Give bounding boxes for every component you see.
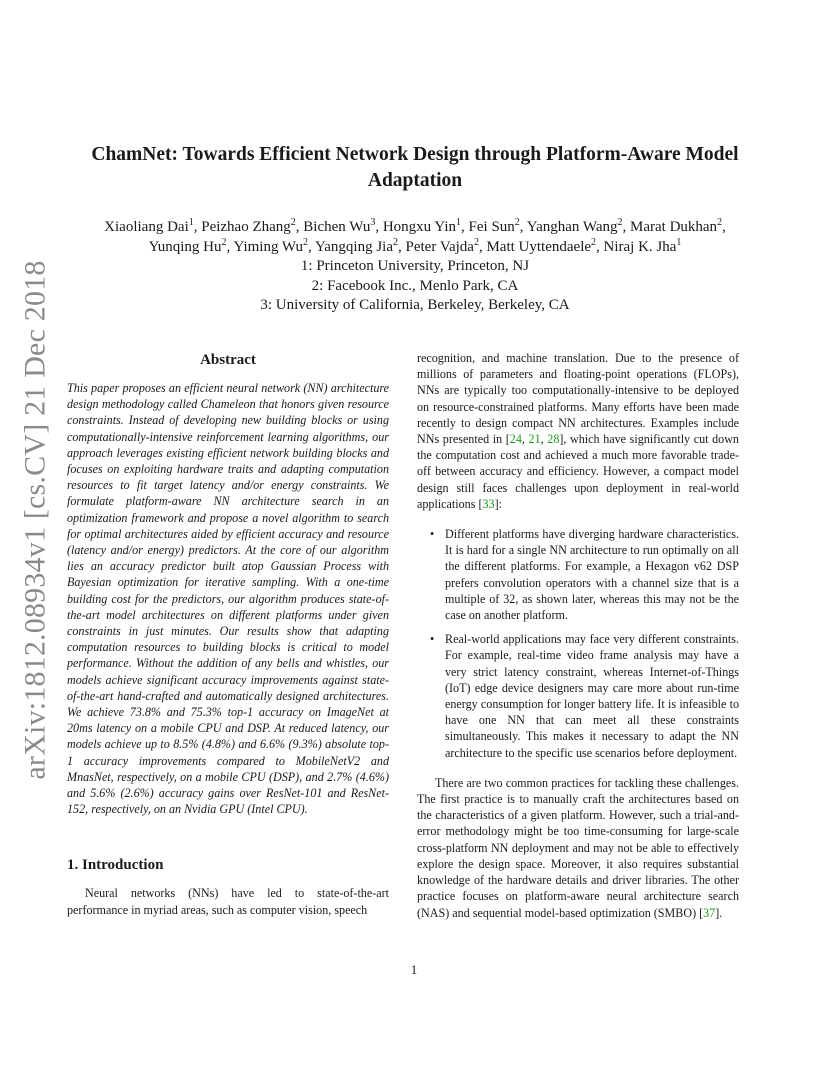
affiliation-2: 2: Facebook Inc., Menlo Park, CA: [311, 277, 519, 294]
author-block: [70, 218, 760, 316]
intro-continued-paragraph: recognition, and machine translation. Due to the presence of millions of parameters and floating-point operations (FLOPs), NNs are typically too computationally-intensive to be deployed on resource-constrained platforms. Many efforts have been made recently to design compact NN architectures. Examples include NNs presented in [24, 21, 28], which have significantly cut down the computation cost and achieved a much more favorable trade-off between accuracy and efficiency. However, a compact model design still faces challenges upon deployment in real-world applications [33]:: [417, 351, 739, 511]
citation-link[interactable]: 33: [482, 496, 495, 511]
left-column: [67, 350, 389, 918]
author-affiliation-marker: 1: [676, 236, 682, 248]
author-name: Yangqing Jia: [314, 238, 394, 255]
author-affiliation-marker: 3: [370, 217, 376, 228]
author-line-1: Xiaoliang Dai$^1$, Peizhao Zhang$^2$, Bichen Wu$^3$, Hongxu Yin$^1$, Fei Sun$^2$, Yanghan Wang$^2$, Marat Dukhan$^2$,: [104, 217, 726, 235]
paragraph-text: , which have significantly cut down the computation cost and achieved a much more favorable trade-off between accuracy and efficiency. However, a compact model design still faces challenges upon deployment in real-world applications: [417, 432, 739, 511]
author-name: Yiming Wu: [233, 238, 303, 255]
author-affiliation-marker: 2: [221, 236, 227, 248]
author-affiliation-marker: 1: [188, 217, 194, 228]
paragraph-text: recognition, and machine translation. Due to the presence of millions of parameters and floating-point operations (FLOPs), NNs are typically too computationally-intensive to be deployed on resource-constrained platforms. Many efforts have been made recently to design compact NN architectures. Examples include NNs presented in: [417, 351, 739, 447]
author-affiliation-marker: 2: [393, 236, 399, 248]
author-name: Peter Vajda: [405, 238, 474, 255]
author-name: Marat Dukhan: [630, 219, 718, 235]
paragraph-text: :: [498, 496, 502, 511]
arxiv-identifier-stamp: [12, 260, 60, 780]
author-affiliation-marker: 2: [617, 217, 623, 228]
citation-link[interactable]: 24: [509, 432, 522, 447]
page-number: 1: [410, 962, 418, 977]
citation-link[interactable]: 21: [528, 432, 541, 447]
intro-paragraph: Neural networks (NNs) have led to state-of-the-art performance in myriad areas, such as computer vision, speech: [67, 886, 389, 917]
author-name: Peizhao Zhang: [201, 219, 291, 235]
author-affiliation-marker: 2: [717, 217, 723, 228]
list-item: • Different platforms have diverging hardware characteristics. It is hard for a single NN architecture to run optimally on all the different platforms. For example, a Hexagon v62 DSP prefers convolution operators with a channel size that is a multiple of 32, as shown later, whereas this may not be the case on another platform.: [445, 526, 739, 623]
citation-link[interactable]: 37: [703, 905, 716, 920]
citation-link[interactable]: 28: [547, 432, 560, 447]
author-line-2: Yunqing Hu$^2$, Yiming Wu$^2$, Yangqing Jia$^2$, Peter Vajda$^2$, Matt Uyttendaele$^2$, Niraj K. Jha$^1$: [148, 236, 682, 255]
author-name: Hongxu Yin: [382, 219, 457, 235]
author-affiliation-marker: 2: [290, 217, 296, 228]
author-name: Niraj K. Jha: [603, 238, 677, 255]
affiliation-3: 3: University of California, Berkeley, Berkeley, CA: [260, 297, 570, 313]
list-item: • Real-world applications may face very different constraints. For example, real-time video frame analysis may have a very strict latency constraint, whereas Internet-of-Things (IoT) edge device designers may care more about run-time energy consumption for longer battery life. It is infeasible to have one NN that can meet all these constraints simultaneously. This makes it necessary to adapt the NN architecture to the specific use scenarios before deployment.: [445, 631, 739, 761]
author-name: Xiaoliang Dai: [104, 219, 189, 235]
paragraph-text: There are two common practices for tackling these challenges. The first practice is to manually craft the architectures based on the characteristics of a given platform. However, such a trial-and-error methodology might be too time-consuming for large-scale cross-platform NN deployment and may not be able to effectively explore the design space. Moreover, it also requires substantial knowledge of the hardware details and driver libraries. The other practice focuses on platform-aware neural architecture search (NAS) and sequential model-based optimization (SMBO): [417, 775, 739, 920]
affiliation-1: 1: Princeton University, Princeton, NJ: [300, 258, 530, 274]
author-affiliation-marker: 1: [456, 217, 462, 228]
author-name: Matt Uyttendaele: [486, 238, 592, 255]
paragraph-text: .: [719, 905, 723, 920]
practices-paragraph: There are two common practices for tackling these challenges. The first practice is to manually craft the architectures based on the characteristics of a given platform. However, such a trial-and-error methodology might be too time-consuming for large-scale cross-platform NN deployment and may not be able to effectively explore the design space. Moreover, it also requires substantial knowledge of the hardware details and driver libraries. The other practice focuses on platform-aware neural architecture search (NAS) and sequential model-based optimization (SMBO) [37].: [417, 775, 739, 920]
abstract-text: This paper proposes an efficient neural network (NN) architecture design methodology called Chameleon that honors given resource constraints. Instead of developing new building blocks or using computationally-intensive reinforcement learning algorithms, our approach leverages existing efficient network building blocks and focuses on exploiting hardware traits and adapting computation resources to fit target latency and/or energy constraints. We formulate platform-aware NN architecture search in an optimization framework and propose a novel algorithm to search for optimal architectures aided by efficient accuracy and resource (latency and/or energy) predictors. At the core of our algorithm lies an accuracy predictor built atop Gaussian Process with Bayesian optimization for iterative sampling. With a one-time building cost for the predictors, our algorithm produces state-of-the-art model architectures on different platforms under given constraints in just minutes. Our results show that adapting computation resources to building blocks is critical to model performance. Without the addition of any bells and whistles, our models achieve significant accuracy improvements against state-of-the-art hand-crafted and automatically designed architectures. We achieve 73.8% and 75.3% top-1 accuracy on ImageNet at 20ms latency on a mobile CPU and DSP. At reduced latency, our models achieve up to 8.5% (4.8%) and 6.6% (9.3%) absolute top-1 accuracy improvements compared to MobileNetV2 and MnasNet, respectively, on a mobile CPU (DSP), and 2.7% (4.6%) and 5.6% (2.6%) accuracy gains over ResNet-101 and ResNet-152, respectively, on an Nvidia GPU (Intel CPU).: [67, 381, 389, 817]
author-affiliation-marker: 2: [473, 236, 479, 248]
author-name: Bichen Wu: [303, 219, 371, 235]
author-name: Yanghan Wang: [526, 219, 618, 235]
arxiv-stamp-text: arXiv:1812.08934v1 [cs.CV] 21 Dec 2018: [19, 260, 52, 780]
paper-title: ChamNet: Towards Efficient Network Design through Platform-Aware Model Adaptation: [91, 144, 739, 191]
introduction-heading: 1. Introduction: [67, 857, 164, 874]
abstract-heading: Abstract: [200, 352, 256, 368]
right-column: [417, 350, 739, 921]
author-affiliation-marker: 2: [591, 236, 597, 248]
author-affiliation-marker: 2: [514, 217, 520, 228]
author-name: Yunqing Hu: [148, 238, 222, 255]
author-affiliation-marker: 2: [302, 236, 308, 248]
author-name: Fei Sun: [468, 219, 515, 235]
challenges-list: [417, 526, 739, 761]
